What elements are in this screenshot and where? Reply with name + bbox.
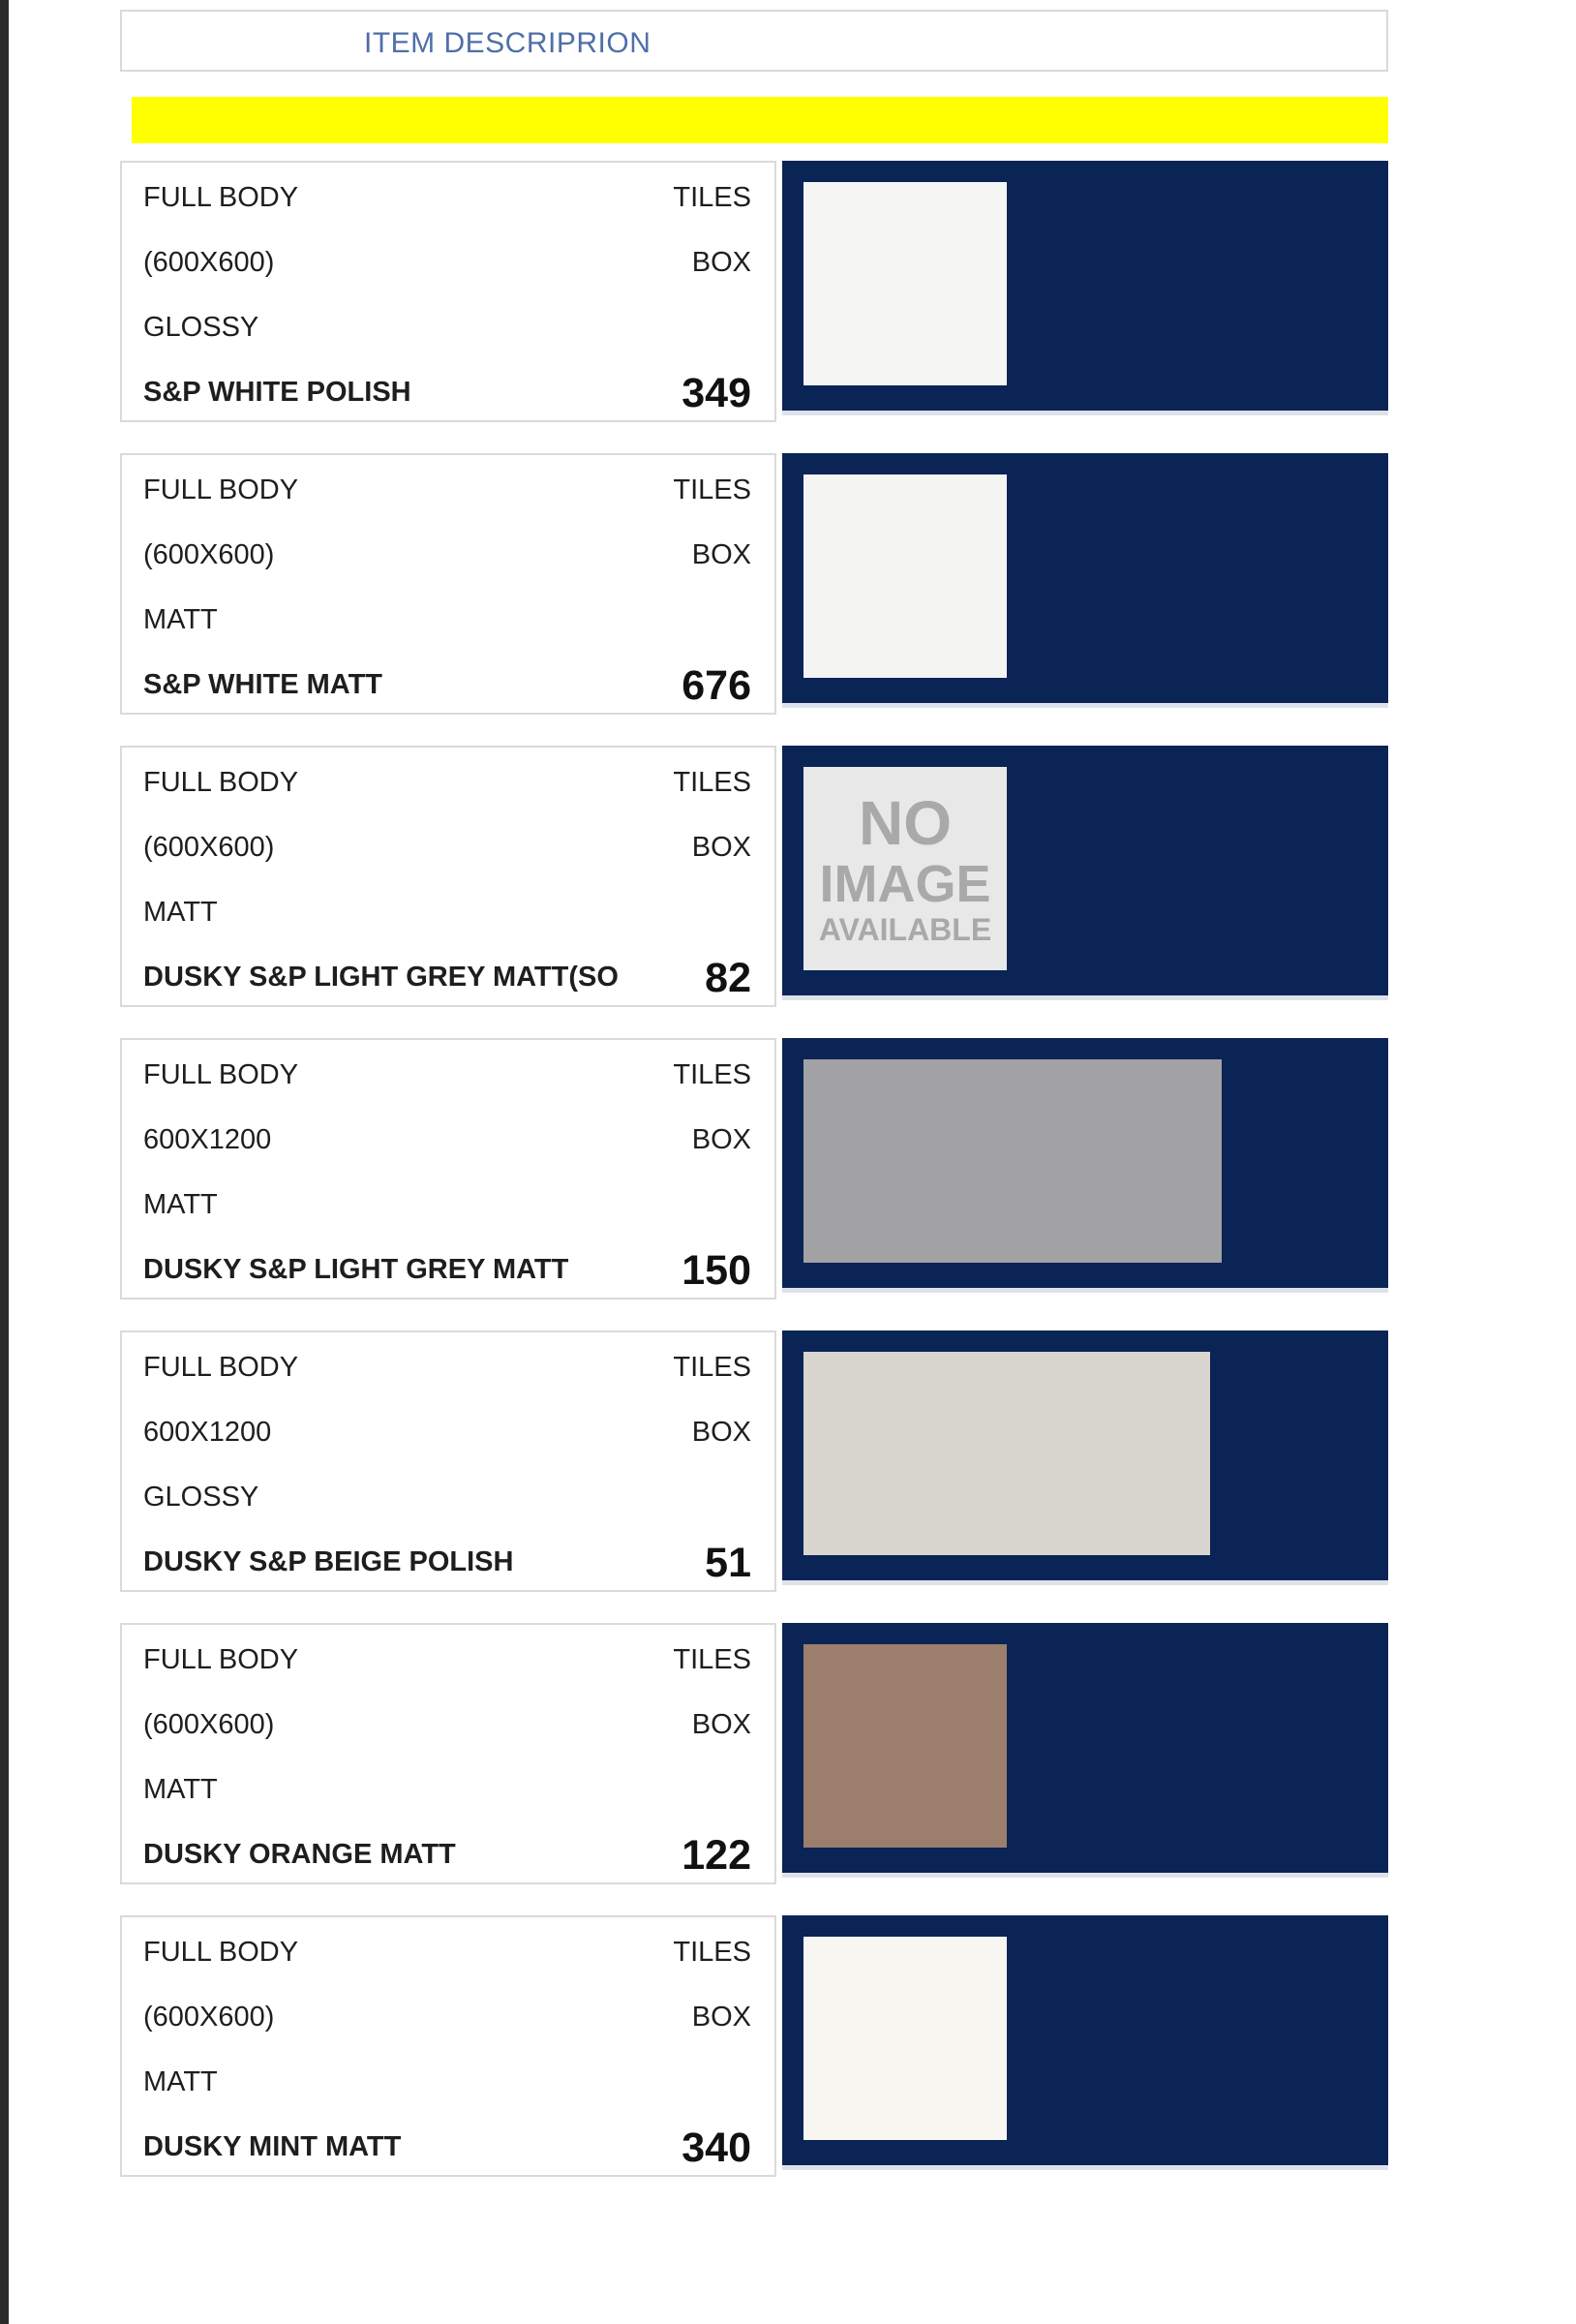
item-quantity: 340 [682,2125,751,2171]
item-description [120,1623,776,1884]
left-edge [0,0,9,2324]
tile-swatch [803,474,1007,678]
item-size: (600X600) [143,2002,275,2033]
item-image-panel [782,1038,1388,1293]
item-image-panel [782,746,1388,1000]
item-category: TILES [673,1352,751,1383]
item-unit: BOX [691,2002,751,2033]
item-name: DUSKY ORANGE MATT [143,1839,456,1870]
item-name: S&P WHITE POLISH [143,377,411,408]
item-card [120,1330,1388,1592]
item-description [120,1038,776,1300]
item-unit: BOX [691,1709,751,1740]
item-body-type: FULL BODY [143,1059,299,1090]
item-card [120,1623,1388,1884]
item-finish: GLOSSY [143,312,259,343]
item-quantity: 122 [682,1832,751,1879]
no-image-text: AVAILABLE [818,912,992,947]
item-body-type: FULL BODY [143,767,299,798]
item-name: S&P WHITE MATT [143,669,383,700]
item-size: (600X600) [143,539,275,570]
tile-swatch [803,1352,1210,1555]
item-description [120,1330,776,1592]
item-body-type: FULL BODY [143,1644,299,1675]
highlight-bar [132,97,1388,143]
item-card [120,1915,1388,2177]
item-quantity: 150 [682,1247,751,1294]
item-unit: BOX [691,1417,751,1448]
item-body-type: FULL BODY [143,474,299,505]
item-size: (600X600) [143,1709,275,1740]
item-card [120,746,1388,1007]
item-unit: BOX [691,539,751,570]
item-image-panel [782,1623,1388,1878]
item-size: 600X1200 [143,1124,272,1155]
item-finish: MATT [143,2066,218,2097]
tile-swatch [803,1059,1222,1263]
item-size: (600X600) [143,832,275,863]
item-size: 600X1200 [143,1417,272,1448]
item-image-panel [782,453,1388,708]
item-name: DUSKY S&P LIGHT GREY MATT(SO [143,962,619,993]
item-image-panel [782,161,1388,415]
no-image-text: NO [859,788,952,858]
item-description [120,746,776,1007]
item-size: (600X600) [143,247,275,278]
header-title: ITEM DESCRIPRION [364,27,652,59]
item-description [120,1915,776,2177]
header-box [120,10,1388,72]
item-unit: BOX [691,247,751,278]
item-finish: MATT [143,1189,218,1220]
item-card [120,1038,1388,1300]
item-quantity: 676 [682,662,751,709]
item-category: TILES [673,1059,751,1090]
item-unit: BOX [691,1124,751,1155]
item-category: TILES [673,767,751,798]
item-card [120,161,1388,422]
item-quantity: 82 [705,955,751,1001]
tile-swatch [803,182,1007,385]
item-category: TILES [673,474,751,505]
item-body-type: FULL BODY [143,1352,299,1383]
item-quantity: 51 [705,1540,751,1586]
item-name: DUSKY MINT MATT [143,2131,402,2162]
item-category: TILES [673,182,751,213]
item-image-panel [782,1915,1388,2170]
item-category: TILES [673,1937,751,1968]
tile-swatch [803,1644,1007,1848]
item-finish: MATT [143,897,218,928]
item-unit: BOX [691,832,751,863]
item-finish: GLOSSY [143,1482,259,1513]
item-quantity: 349 [682,370,751,416]
item-body-type: FULL BODY [143,182,299,213]
item-image-panel [782,1330,1388,1585]
item-category: TILES [673,1644,751,1675]
tile-swatch [803,1937,1007,2140]
item-body-type: FULL BODY [143,1937,299,1968]
item-description [120,453,776,715]
no-image-text: IMAGE [819,855,991,913]
no-image-placeholder [803,767,1007,970]
item-card [120,453,1388,715]
item-finish: MATT [143,604,218,635]
item-description [120,161,776,422]
item-name: DUSKY S&P BEIGE POLISH [143,1546,514,1577]
item-name: DUSKY S&P LIGHT GREY MATT [143,1254,569,1285]
item-finish: MATT [143,1774,218,1805]
